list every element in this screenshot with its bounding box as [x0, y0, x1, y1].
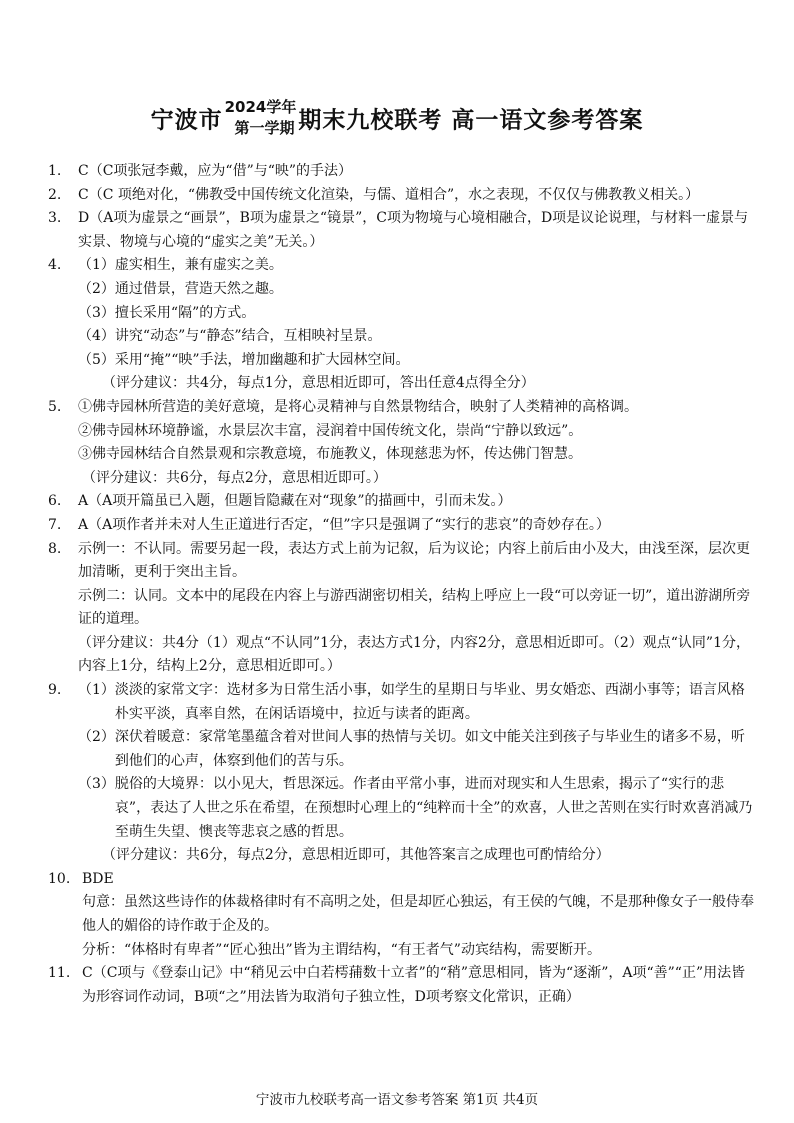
sentence-meaning: 句意：虽然这些诗作的体裁格律时有不高明之处，但是却匠心独运，有王侯的气魄，不是那种像女子一般侍奉他人的媚俗的诗作敢于企及的。: [82, 894, 754, 934]
title-main: 期末九校联考 高一语文参考答案: [298, 107, 644, 134]
answer-point: （1） 淡淡的家常文字：选材多为日常生活小事，如学生的星期日与毕业、男女婚恋、西湖小事等；语言风格朴实平淡，真率自然，在闲话语境中，拉近与读者的距离。: [78, 682, 745, 722]
answer-body: [82, 868, 754, 962]
answer-number: 11.: [48, 965, 71, 982]
answer-number: 8.: [48, 540, 62, 557]
answer-text: A（A项作者并未对人生正道进行否定，“但”字只是强调了“实行的悲哀”的奇妙存在。）: [78, 516, 610, 533]
scoring-note: （评分建议：共4分（1）观点“不认同”1分，表达方式1分，内容2分，意思相近即可。（2）观点“认同”1分，内容上1分，结构上2分，意思相近即可。）: [78, 634, 750, 675]
answer-content: [48, 160, 754, 1009]
answer-point: ③佛寺园林结合自然景观和宗教意境，布施教义，体现慈悲为怀，传达佛门智慧。: [78, 446, 582, 463]
answer-body: [78, 396, 754, 490]
answer-4: [48, 254, 754, 396]
answer-body: [78, 254, 754, 396]
answer-10: [48, 868, 754, 962]
answer-number: 1.: [48, 163, 62, 179]
answer-point: ①佛寺园林所营造的美好意境，是将心灵精神与自然景物结合，映射了人类精神的高格调。: [78, 398, 638, 415]
answer-9: [48, 679, 754, 868]
answer-point: （2） 深伏着暖意：家常笔墨蕴含着对世间人事的热情与关切。如文中能关注到孩子与毕业生的诸多不易，听到他们的心声，体察到他们的苦与乐。: [78, 729, 745, 769]
answer-point: （2） 通过借景，营造天然之趣。: [78, 280, 283, 297]
answer-8: [48, 538, 754, 680]
answer-number: 5.: [48, 398, 62, 415]
answer-11: [48, 962, 754, 1009]
example-two: 示例二：认同。文本中的尾段在内容上与游西湖密切相关，结构上呼应上一段“可以旁证一切”，道出游湖所旁证的道理。: [78, 587, 751, 628]
page-footer: 宁波市九校联考高一语文参考答案 第1页 共4页: [255, 1092, 539, 1108]
title-term: 第一学期: [234, 119, 295, 137]
answer-number: 2.: [48, 186, 62, 203]
answer-point: （3） 脱俗的大境界：以小见大，哲思深远。作者由平常小事，进而对现实和人生思索，揭示了“实行的悲哀”，表达了人世之乐在希望，在预想时心理上的“纯粹而十全”的欢喜，人世之苦则在实行时欢喜消减乃至萌生失望、懊丧等悲哀之感的哲思。: [78, 776, 753, 840]
analysis: 分析：“体格时有卑者”“匠心独出”皆为主谓结构，“有王者气”动宾结构，需要断开。: [82, 941, 601, 958]
answer-point: （3） 擅长采用“隔”的方式。: [78, 304, 256, 321]
answer-6: [48, 490, 754, 514]
answer-body: [78, 538, 754, 680]
answer-point: （1） 虚实相生，兼有虚实之美。: [78, 257, 283, 274]
title-city: 宁波市: [150, 107, 223, 134]
answer-2: [48, 184, 754, 208]
answer-5: [48, 396, 754, 490]
answer-number: 9.: [48, 682, 62, 699]
answer-number: 6.: [48, 493, 62, 510]
answer-number: 7.: [48, 516, 62, 533]
answer-point: ②佛寺园林环境静谧，水景层次丰富，浸润着中国传统文化，崇尚“宁静以致远”。: [78, 422, 583, 439]
answer-7: [48, 514, 754, 538]
answer-number: 4.: [48, 257, 62, 274]
answer-3: [48, 207, 754, 254]
answer-number: 3.: [48, 210, 62, 227]
answer-text: D（A项为虚景之“画景”，B项为虚景之“镜景”，C项为物境与心境相融合，D项是议论说理，与材料一虚景与实景、物境与心境的“虚实之美”无关。）: [78, 210, 749, 250]
answer-body: [78, 679, 754, 868]
example-one: 示例一：不认同。需要另起一段，表达方式上前为记叙，后为议论；内容上前后由小及大，由浅至深，层次更加清晰，更利于突出主旨。: [78, 540, 750, 581]
title-year: 2024学年: [224, 98, 297, 116]
answer-point: （5） 采用“掩”“映”手法，增加幽趣和扩大园林空间。: [78, 351, 410, 368]
answer-point: （4） 讲究“动态”与“静态”结合，互相映衬呈景。: [78, 328, 382, 345]
answer-text: C（C项与《登泰山记》中“稍见云中白若樗蒱数十立者”的“稍”意思相同，皆为“逐渐”，A项“善”“正”用法皆为形容词作动词，B项“之”用法皆为取消句子独立性，D项考察文化常识，正确）: [82, 965, 746, 1005]
answer-choice: BDE: [82, 870, 114, 887]
scoring-note: （评分建议：共6分，每点2分，意思相近即可，其他答案言之成理也可酌情给分）: [102, 847, 610, 864]
page-title: [0, 100, 794, 136]
answer-number: 10.: [48, 870, 71, 887]
answer-text: C（C项张冠李戴，应为“借”与“映”的手法）: [78, 163, 353, 179]
title-year-term: [225, 100, 297, 136]
answer-text: A（A项开篇虽已入题，但题旨隐藏在对“现象”的描画中，引而未发。）: [78, 493, 512, 510]
answer-text: C（C 项绝对化，“佛教受中国传统文化渲染，与儒、道相合”，水之表现，不仅仅与佛教教义相关。）: [78, 186, 700, 203]
scoring-note: （评分建议：共6分，每点2分，意思相近即可。）: [82, 469, 387, 486]
answer-1: [48, 160, 754, 184]
scoring-note: （评分建议：共4分，每点1分，意思相近即可，答出任意4点得全分）: [102, 375, 535, 392]
